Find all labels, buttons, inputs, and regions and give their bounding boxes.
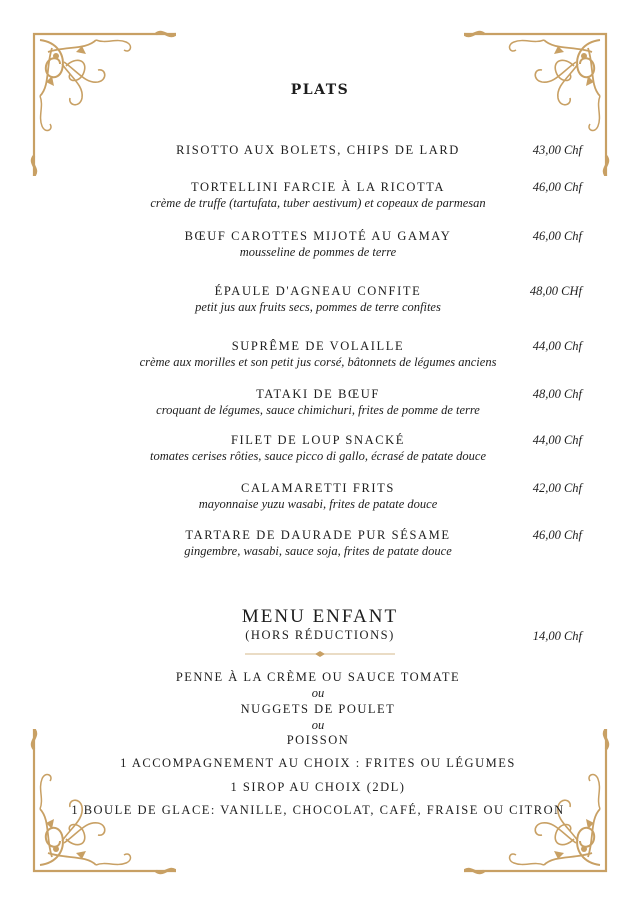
dish-price: 46,00 Chf (532, 528, 582, 542)
kids-side: 1 ACCOMPAGNEMENT AU CHOIX : FRITES OU LÉGUMES (120, 756, 516, 770)
dish-name: FILET DE LOUP SNACKÉ (230, 433, 406, 447)
dish-description: croquant de légumes, sauce chimichuri, frites de pomme de terre (156, 403, 480, 417)
dish-name: RISOTTO AUX BOLETS, CHIPS DE LARD (176, 143, 460, 157)
dish-name: TARTARE DE DAURADE PUR SÉSAME (185, 528, 451, 542)
dish-price: 48,00 CHf (529, 284, 582, 298)
dish-price: 44,00 Chf (532, 433, 582, 447)
dish-price: 42,00 Chf (532, 481, 582, 495)
dish-price: 46,00 Chf (532, 180, 582, 194)
dish-description: crème aux morilles et son petit jus corsé, bâtonnets de légumes anciens (139, 355, 497, 369)
dish-name: TATAKI DE BŒUF (256, 387, 380, 401)
dish-price: 48,00 Chf (532, 387, 582, 401)
dish-description: mousseline de pommes de terre (239, 245, 397, 259)
dish-description: mayonnaise yuzu wasabi, frites de patate douce (198, 497, 438, 511)
dish-price: 43,00 Chf (532, 143, 582, 157)
dish-description: crème de truffe (tartufata, tuber aestivum) et copeaux de parmesan (150, 196, 486, 210)
section-title: PLATS (290, 82, 350, 98)
or-separator: ou (311, 718, 325, 732)
dish-description: tomates cerises rôties, sauce picco di gallo, écrasé de patate douce (149, 449, 487, 463)
dish-description: petit jus aux fruits secs, pommes de terre confites (195, 300, 441, 314)
dish-name: ÉPAULE D'AGNEAU CONFITE (214, 284, 422, 298)
kids-menu-price: 14,00 Chf (532, 629, 582, 643)
kids-dessert: 1 BOULE DE GLACE: VANILLE, CHOCOLAT, CAFÉ, FRAISE OU CITRON (71, 803, 565, 817)
kids-main-choice: PENNE À LA CRÈME OU SAUCE TOMATE (175, 670, 461, 684)
kids-menu-subtitle: (HORS RÉDUCTIONS) (245, 628, 395, 642)
dish-name: BŒUF CAROTTES MIJOTÉ AU GAMAY (184, 229, 452, 243)
dish-name: SUPRÊME DE VOLAILLE (231, 339, 405, 353)
divider-icon (245, 650, 395, 658)
kids-drink: 1 SIROP AU CHOIX (2DL) (230, 780, 406, 794)
dish-price: 46,00 Chf (532, 229, 582, 243)
or-separator: ou (311, 686, 325, 700)
dish-price: 44,00 Chf (532, 339, 582, 353)
dish-name: CALAMARETTI FRITS (241, 481, 395, 495)
dish-name: TORTELLINI FARCIE À LA RICOTTA (190, 180, 446, 194)
kids-menu-title: MENU ENFANT (241, 606, 399, 627)
dish-description: gingembre, wasabi, sauce soja, frites de patate douce (184, 544, 452, 558)
kids-main-choice: NUGGETS DE POULET (240, 702, 396, 716)
kids-main-choice: POISSON (286, 733, 350, 747)
